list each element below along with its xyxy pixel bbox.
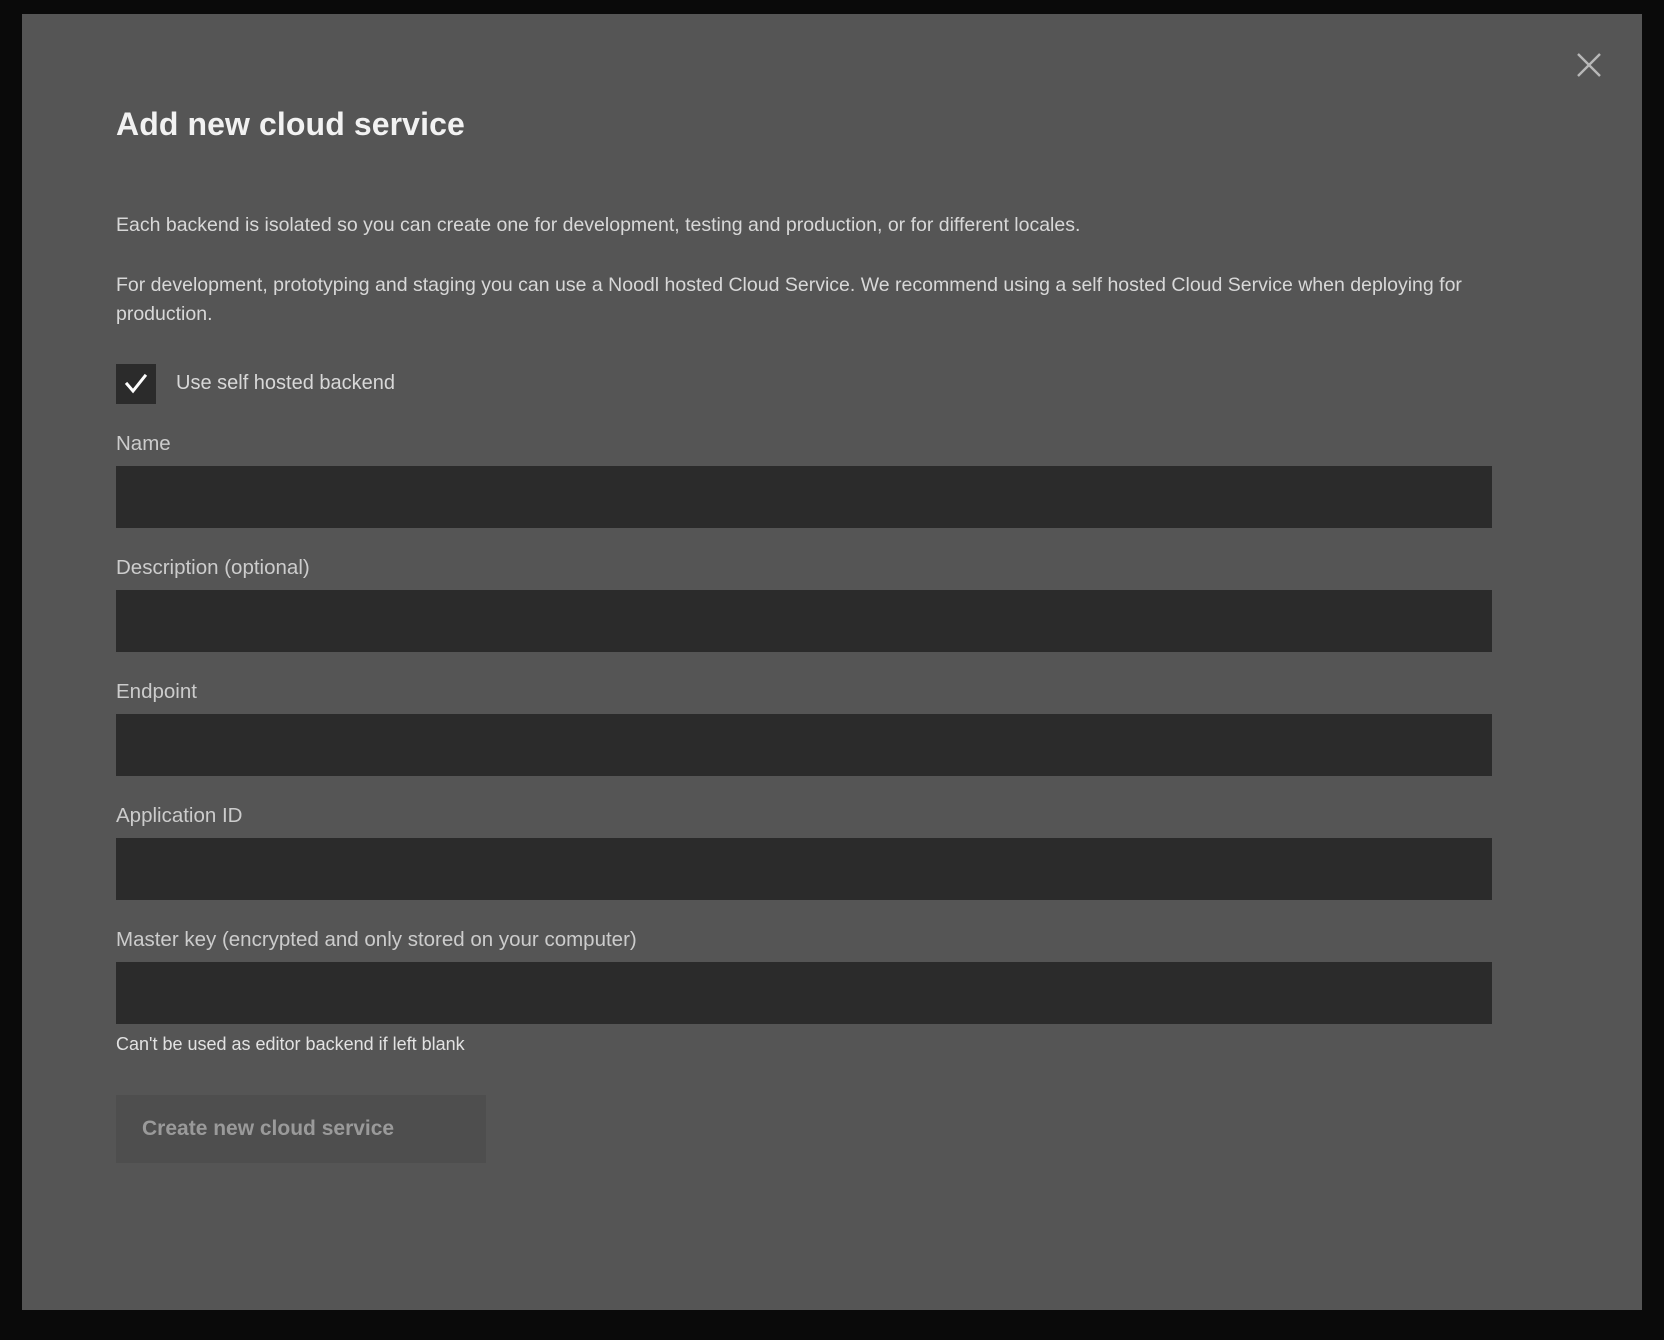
field-application-id-label: Application ID [116,803,243,827]
field-description-label: Description (optional) [116,555,310,579]
field-master-key-label: Master key (encrypted and only stored on your computer) [116,927,637,951]
add-cloud-service-dialog [22,14,1642,1310]
field-application-id [116,804,1562,900]
dialog-content [116,14,1562,1163]
intro-paragraph-2: For development, prototyping and staging you can use a Noodl hosted Cloud Service. We recommend using a self hosted Cloud Service when deploying for production. [116,274,1462,325]
self-hosted-checkbox-label: Use self hosted backend [176,372,396,395]
description-input[interactable] [116,590,1492,652]
name-input[interactable] [116,466,1492,528]
field-endpoint-label: Endpoint [116,679,197,703]
master-key-input[interactable] [116,962,1492,1024]
checkmark-icon [123,371,149,397]
close-icon[interactable] [1566,42,1612,88]
field-description [116,556,1562,652]
field-name [116,432,1562,528]
self-hosted-checkbox[interactable] [116,364,156,404]
field-endpoint [116,680,1562,776]
master-key-helper-text: Can't be used as editor backend if left blank [116,1033,465,1054]
endpoint-input[interactable] [116,714,1492,776]
intro-paragraph-1: Each backend is isolated so you can create one for development, testing and production, or for different locales. [116,214,1081,236]
field-master-key [116,928,1562,1055]
field-name-label: Name [116,431,171,455]
self-hosted-checkbox-row[interactable] [116,364,1562,404]
application-id-input[interactable] [116,838,1492,900]
page-title: Add new cloud service [116,106,465,142]
create-cloud-service-button[interactable]: Create new cloud service [116,1095,486,1163]
